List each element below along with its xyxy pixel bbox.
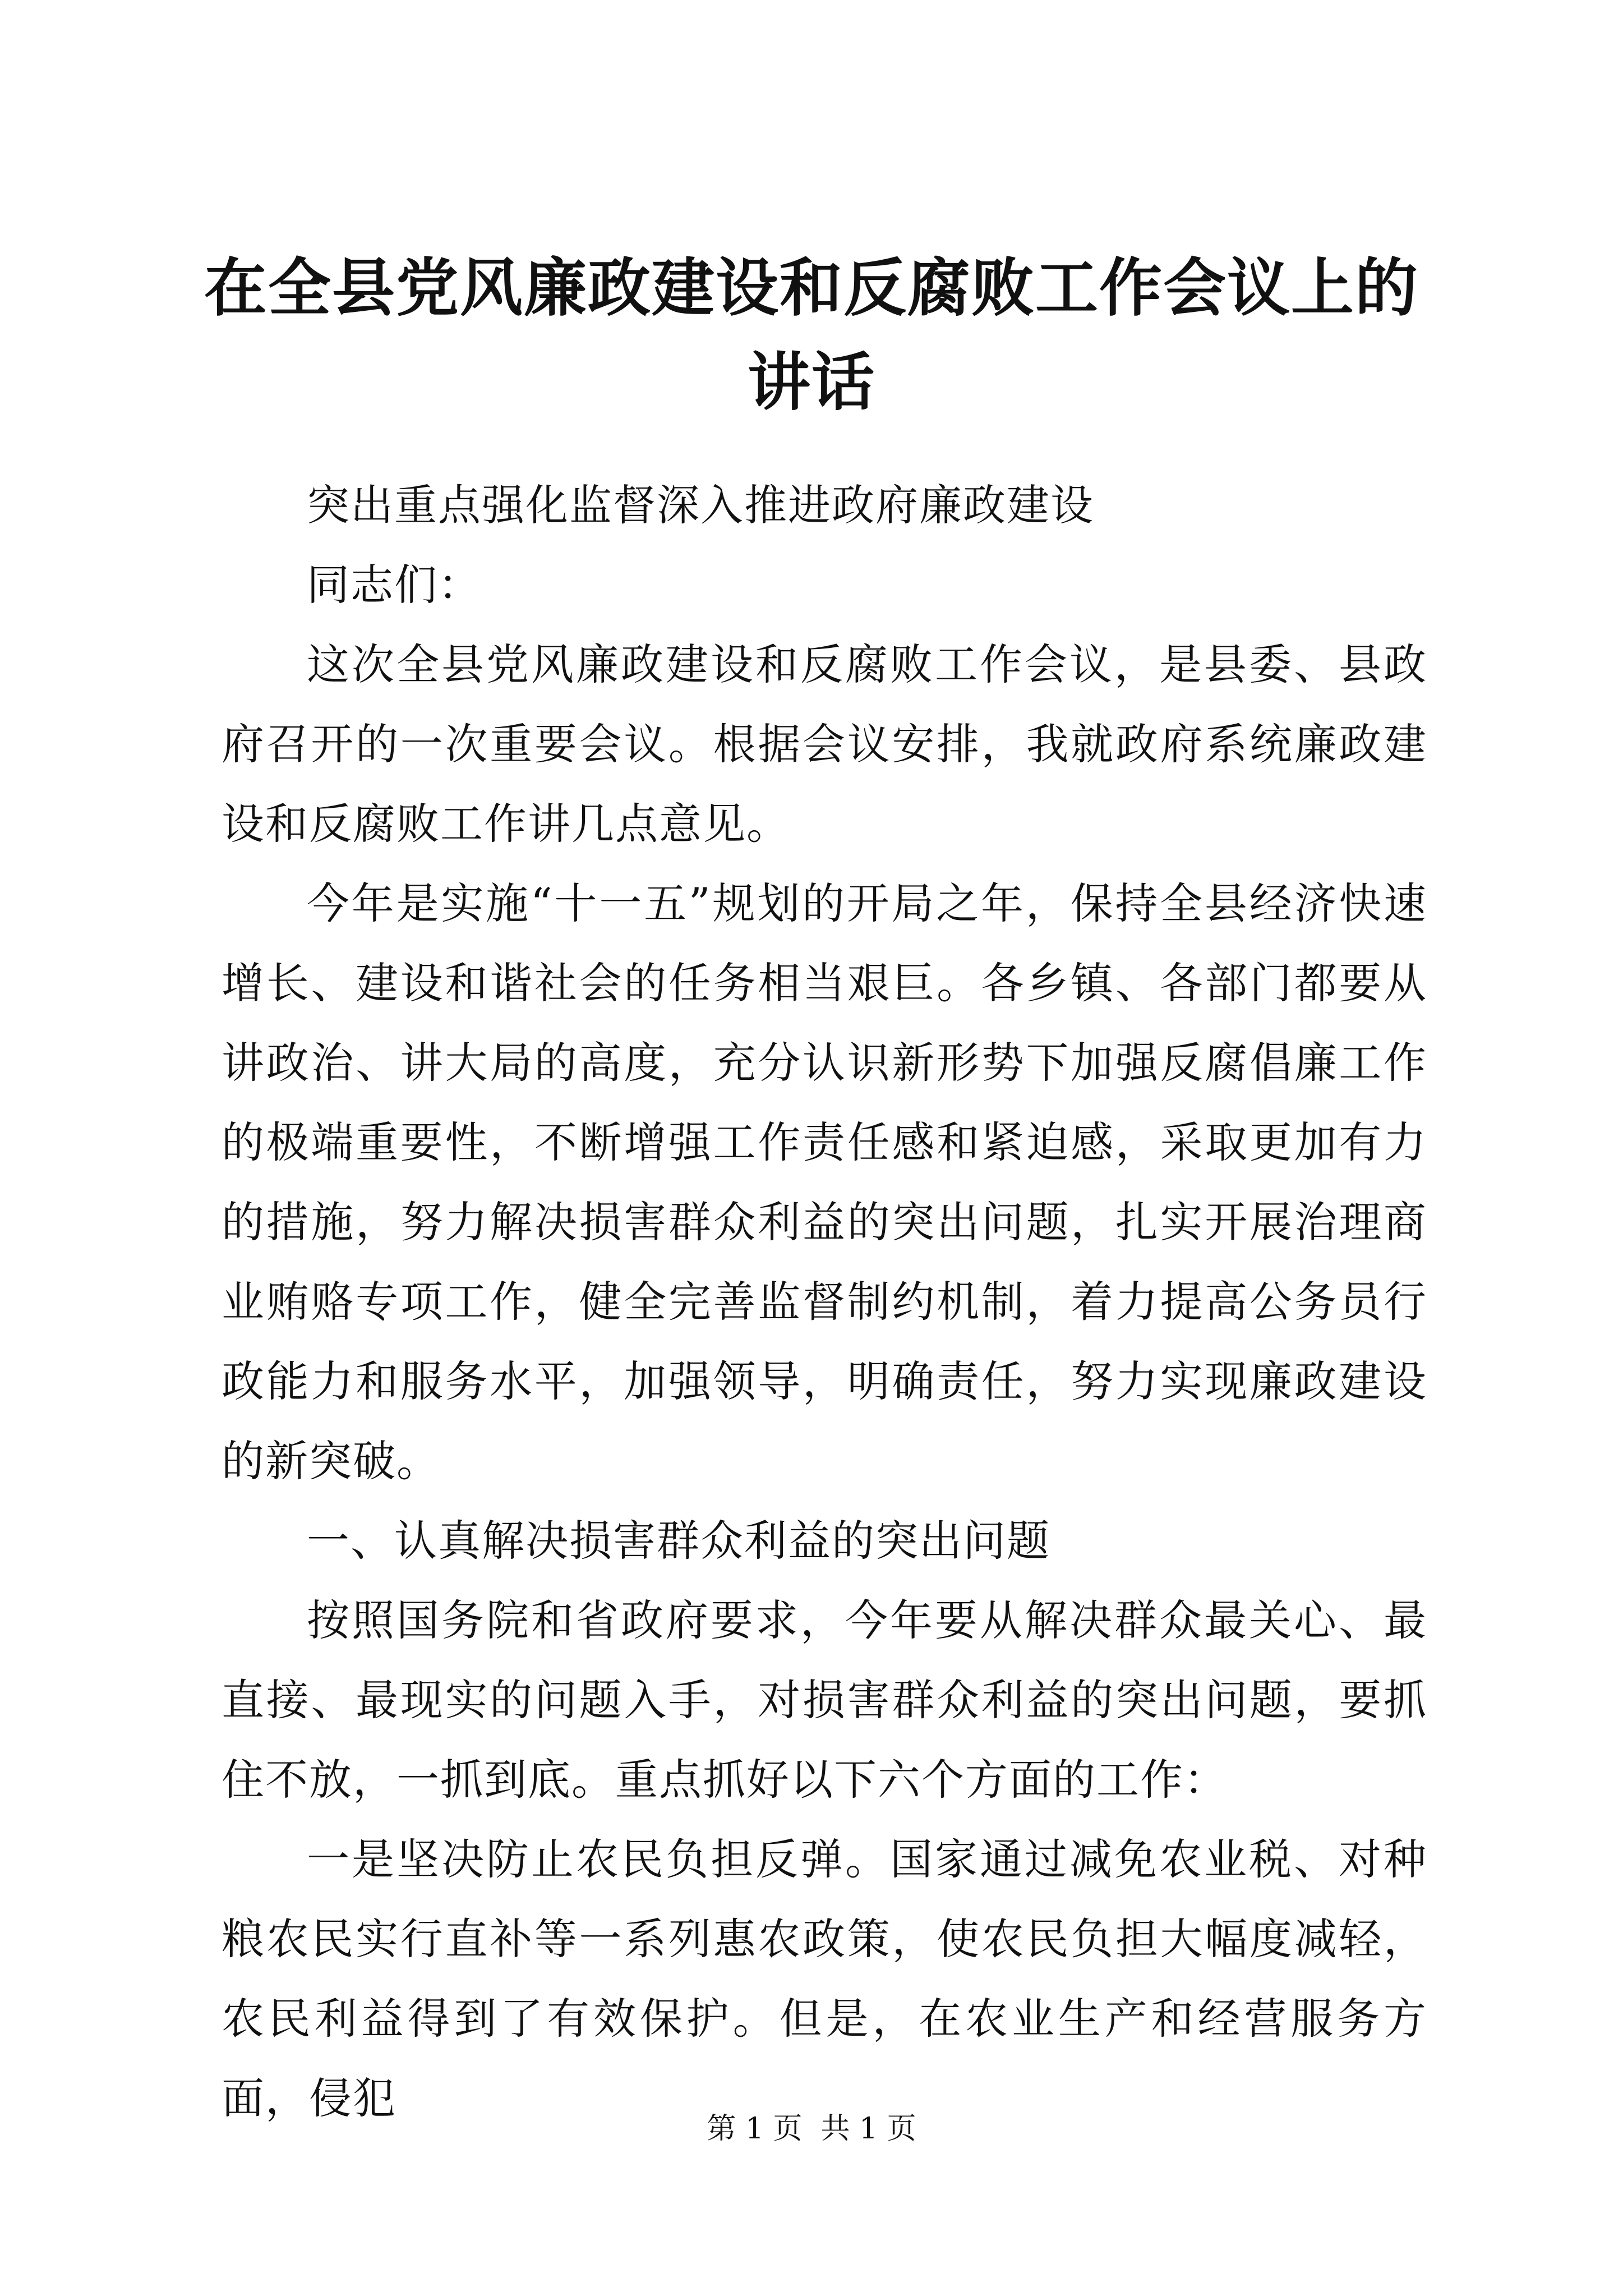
document-body — [222, 466, 1427, 2138]
body-paragraph: 今年是实施“十一五”规划的开局之年，保持全县经济快速增长、建设和谐社会的任务相当艰巨。各乡镇、各部门都要从讲政治、讲大局的高度，充分认识新形势下加强反腐倡廉工作的极端重要性，不断增强工作责任感和紧迫感，采取更加有力的措施，努力解决损害群众利益的突出问题，扎实开展治理商业贿赂专项工作，健全完善监督制约机制，着力提高公务员行政能力和服务水平，加强领导，明确责任，努力实现廉政建设的新突破。 — [222, 878, 1427, 1486]
body-paragraph: 按照国务院和省政府要求，今年要从解决群众最关心、最直接、最现实的问题入手，对损害群众利益的突出问题，要抓住不放，一抓到底。重点抓好以下六个方面的工作： — [222, 1595, 1427, 1805]
subtitle-paragraph: 突出重点强化监督深入推进政府廉政建设 — [307, 480, 1094, 530]
document-title: 在全县党风廉政建设和反腐败工作会议上的讲话 — [204, 251, 1419, 419]
page-footer — [0, 2109, 1623, 2148]
section-heading: 一、认真解决损害群众利益的突出问题 — [307, 1516, 1050, 1566]
body-paragraph: 一是坚决防止农民负担反弹。国家通过减免农业税、对种粮农民实行直补等一系列惠农政策，使农民负担大幅度减轻，农民利益得到了有效保护。但是，在农业生产和经营服务方面，侵犯 — [222, 1834, 1427, 2123]
body-paragraph: 这次全县党风廉政建设和反腐败工作会议，是县委、县政府召开的一次重要会议。根据会议安排，我就政府系统廉政建设和反腐败工作讲几点意见。 — [222, 639, 1427, 849]
salutation-paragraph: 同志们： — [307, 560, 482, 610]
page-number-label: 第 1 页 共 1 页 — [707, 2112, 916, 2146]
